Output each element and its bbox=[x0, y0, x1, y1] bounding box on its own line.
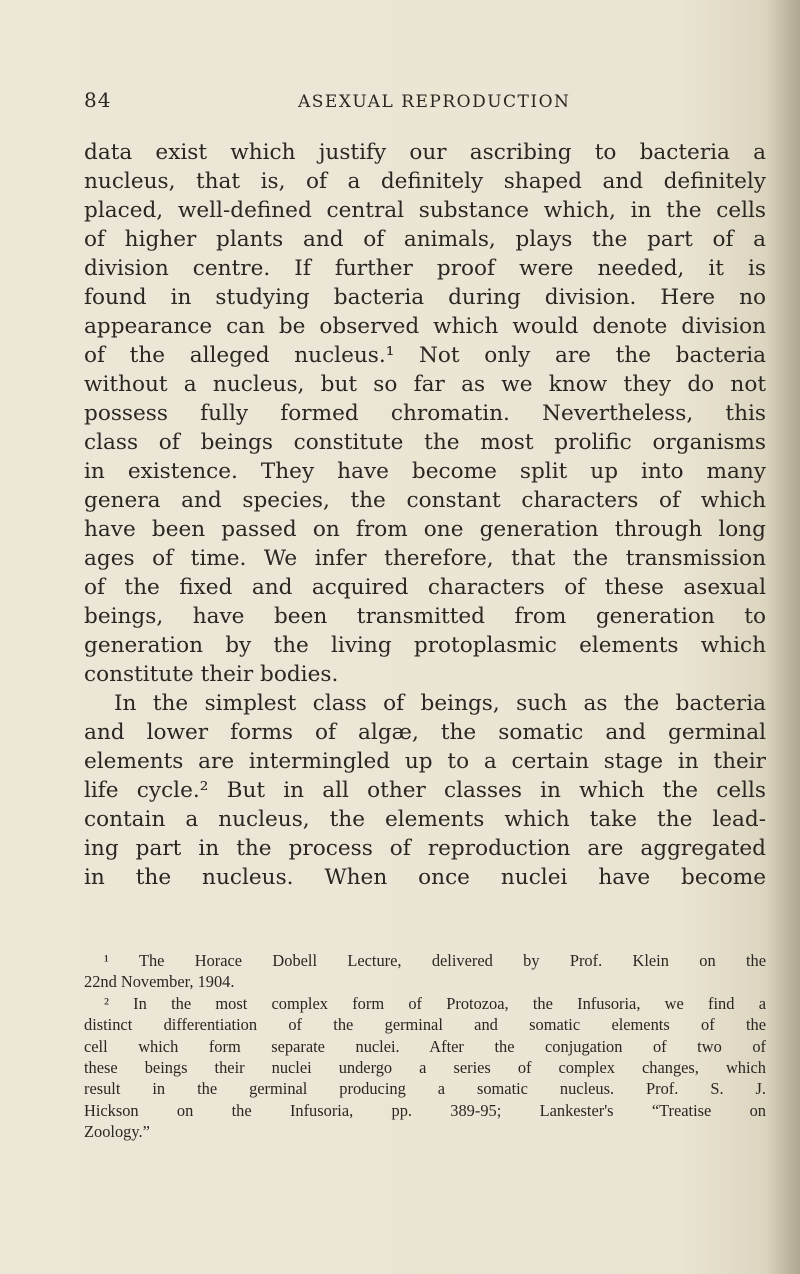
body-line: division centre. If further proof were needed, it is bbox=[84, 256, 766, 281]
running-head: ASEXUAL REPRODUCTION bbox=[298, 92, 571, 112]
footnote-line: result in the germinal producing a somatic nucleus. Prof. S. J. bbox=[84, 1079, 766, 1099]
page-number: 84 bbox=[84, 88, 112, 112]
body-line: contain a nucleus, the elements which take the lead- bbox=[84, 807, 766, 832]
body-line: in the nucleus. When once nuclei have become bbox=[84, 865, 766, 890]
body-line: elements are intermingled up to a certain stage in their bbox=[84, 749, 766, 774]
footnote-line: Hickson on the Infusoria, pp. 389-95; Lankester's “Treatise on bbox=[84, 1100, 766, 1120]
body-line: In the simplest class of beings, such as the bacteria bbox=[114, 691, 766, 716]
footnote-line: these beings their nuclei undergo a series of complex changes, which bbox=[84, 1057, 766, 1077]
body-line: appearance can be observed which would denote division bbox=[84, 314, 766, 339]
body-line: placed, well-defined central substance which, in the cells bbox=[84, 198, 766, 223]
body-line: ages of time. We infer therefore, that the transmission bbox=[84, 546, 766, 571]
footnote-line: cell which form separate nuclei. After the conjugation of two of bbox=[84, 1036, 766, 1056]
body-line: class of beings constitute the most prolific organisms bbox=[84, 430, 766, 455]
footnote-line: ² In the most complex form of Protozoa, the Infusoria, we find a bbox=[104, 993, 766, 1013]
body-line: genera and species, the constant characters of which bbox=[84, 488, 766, 513]
body-line: of the alleged nucleus.¹ Not only are the bacteria bbox=[84, 343, 766, 368]
page-edge-shadow bbox=[766, 0, 800, 1274]
body-line: generation by the living protoplasmic elements which bbox=[84, 633, 766, 658]
footnote-line: ¹ The Horace Dobell Lecture, delivered by Prof. Klein on the bbox=[104, 951, 766, 970]
body-line: possess fully formed chromatin. Nevertheless, this bbox=[84, 401, 766, 426]
body-line: found in studying bacteria during division. Here no bbox=[84, 285, 766, 310]
footnote-line: Zoology.” bbox=[84, 1122, 150, 1142]
body-line: constitute their bodies. bbox=[84, 662, 339, 687]
footnote-line: 22nd November, 1904. bbox=[84, 972, 235, 992]
body-line: life cycle.² But in all other classes in which the cells bbox=[84, 778, 766, 803]
body-line: beings, have been transmitted from generation to bbox=[84, 604, 766, 629]
footnote-line: distinct differentiation of the germinal and somatic elements of the bbox=[84, 1015, 766, 1035]
body-line: in existence. They have become split up into many bbox=[84, 459, 766, 484]
body-line: of higher plants and of animals, plays the part of a bbox=[84, 227, 766, 252]
body-line: ing part in the process of reproduction are aggregated bbox=[84, 836, 766, 861]
body-line: have been passed on from one generation through long bbox=[84, 517, 766, 542]
body-line: without a nucleus, but so far as we know they do not bbox=[84, 372, 766, 397]
body-text bbox=[84, 138, 766, 892]
body-line: of the fixed and acquired characters of these asexual bbox=[84, 575, 766, 600]
footnotes bbox=[84, 950, 766, 1143]
body-line: and lower forms of algæ, the somatic and germinal bbox=[84, 720, 766, 745]
body-line: data exist which justify our ascribing to bacteria a bbox=[84, 140, 766, 165]
page-header bbox=[84, 88, 774, 120]
body-line: nucleus, that is, of a definitely shaped and definitely bbox=[84, 169, 766, 194]
